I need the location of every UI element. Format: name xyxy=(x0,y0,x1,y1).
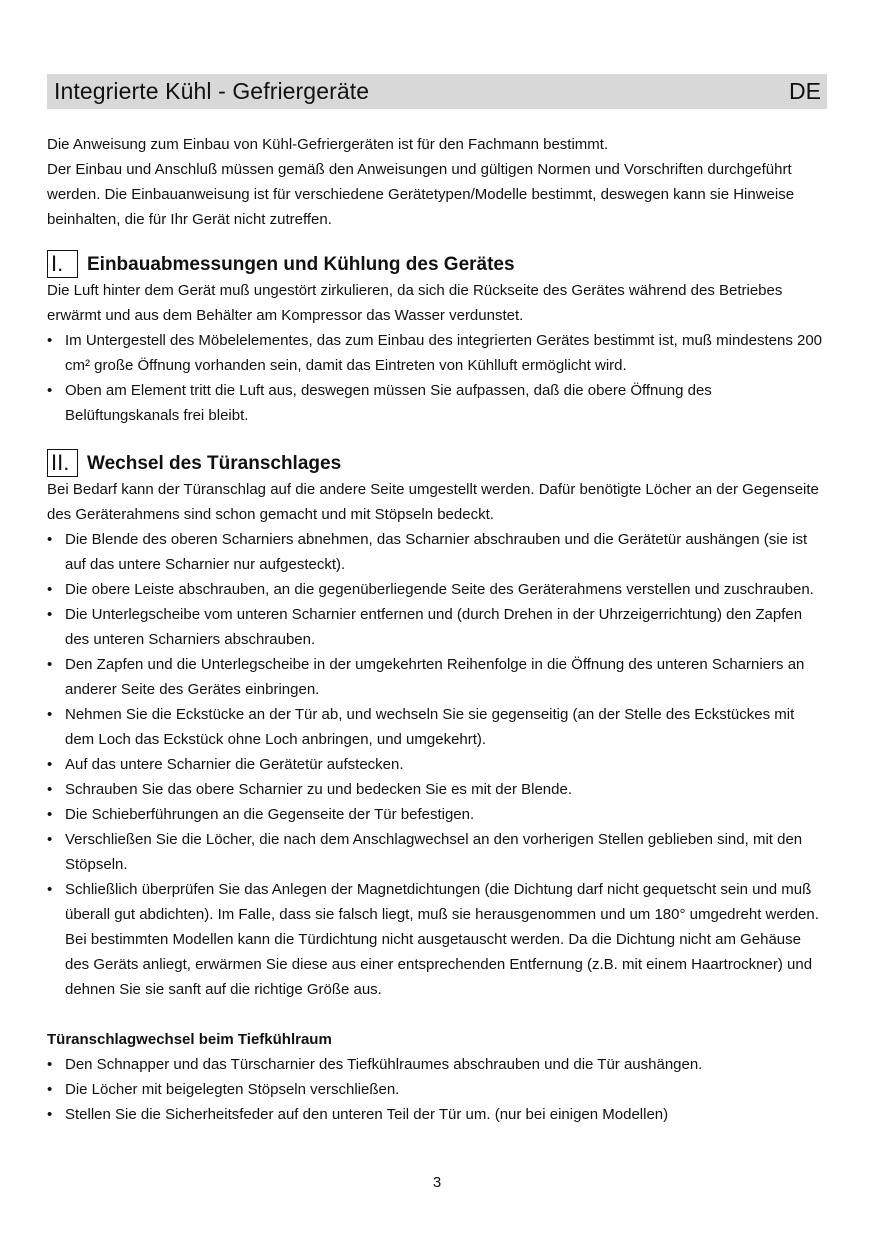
language-code: DE xyxy=(789,78,821,104)
list-item: • Nehmen Sie die Eckstücke an der Tür ab, und wechseln Sie sie gegenseitig (an der Stelle des Eckstückes mit dem Loch das Eckstück ohne Loch anbringen, und umgekehrt). xyxy=(47,702,827,752)
document-body xyxy=(47,132,827,1127)
list-item: • Im Untergestell des Möbelelementes, das zum Einbau des integrierten Gerätes bestimmt ist, muß mindestens 200 cm² große Öffnung vorhanden sein, damit das Eintreten von Kühlluft ermöglicht wird. xyxy=(47,328,827,378)
list-item: • Den Schnapper und das Türscharnier des Tiefkühlraumes abschrauben und die Tür aushängen. xyxy=(47,1052,827,1077)
bullet-list xyxy=(47,527,827,1002)
subsection-heading: Türanschlagwechsel beim Tiefkühlraum xyxy=(47,1031,332,1048)
section-title: Einbauabmessungen und Kühlung des Gerätes xyxy=(87,254,515,275)
section-heading-1 xyxy=(47,246,827,278)
section-paragraph: Die Luft hinter dem Gerät muß ungestört zirkulieren, da sich die Rückseite des Gerätes während des Betriebes erwärmt und aus dem Behälter am Kompressor das Wasser verdunstet. xyxy=(47,282,783,324)
list-item: • Die Blende des oberen Scharniers abnehmen, das Scharnier abschrauben und die Gerätetür aushängen (sie ist auf das untere Scharnier nur aufgesteckt). xyxy=(47,527,827,577)
section-heading-2 xyxy=(47,445,827,477)
list-item: • Auf das untere Scharnier die Gerätetür aufstecken. xyxy=(47,752,827,777)
section-number-box: II. xyxy=(47,449,78,477)
list-item: • Die Löcher mit beigelegten Stöpseln verschließen. xyxy=(47,1077,827,1102)
section-number-box: I. xyxy=(47,250,78,278)
section-paragraph: Bei Bedarf kann der Türanschlag auf die andere Seite umgestellt werden. Dafür benötigte Löcher an der Gegenseite des Geräterahmens sind schon gemacht und mit Stöpseln bedeckt. xyxy=(47,481,819,523)
spacer xyxy=(47,428,827,445)
page-title: Integrierte Kühl - Gefriergeräte xyxy=(54,78,370,104)
list-item: • Die Schieberführungen an die Gegenseite der Tür befestigen. xyxy=(47,802,827,827)
bullet-list xyxy=(47,328,827,428)
intro-paragraph: Der Einbau und Anschluß müssen gemäß den Anweisungen und gültigen Normen und Vorschriften durchgeführt werden. Die Einbauanweisung ist für verschiedene Gerätetypen/Modelle bestimmt, deswegen kann sie Hinweise beinhalten, die für Ihr Gerät nicht zutreffen. xyxy=(47,161,795,228)
list-item: • Die obere Leiste abschrauben, an die gegenüberliegende Seite des Geräterahmens verstellen und zuschrauben. xyxy=(47,577,827,602)
page-number: 3 xyxy=(432,1174,442,1191)
list-item: • Schließlich überprüfen Sie das Anlegen der Magnetdichtungen (die Dichtung darf nicht gequetscht sein und muß überall gut abdichten). Im Falle, dass sie falsch liegt, muß sie herausgenommen und um 180° umgedreht werden. Bei bestimmten Modellen kann die Türdichtung nicht ausgetauscht werden. Da die Dichtung nicht am Gehäuse des Geräts anliegt, erwärmen Sie diese aus einer entsprechenden Entfernung (z.B. mit einem Haartrockner) und dehnen Sie sie sanft auf die richtige Größe aus. xyxy=(47,877,827,1002)
intro-section xyxy=(47,132,827,232)
list-item: • Die Unterlegscheibe vom unteren Scharnier entfernen und (durch Drehen in der Uhrzeigerrichtung) den Zapfen des unteren Scharniers abschrauben. xyxy=(47,602,827,652)
list-item: • Stellen Sie die Sicherheitsfeder auf den unteren Teil der Tür um. (nur bei einigen Modellen) xyxy=(47,1102,827,1127)
list-item: • Oben am Element tritt die Luft aus, deswegen müssen Sie aufpassen, daß die obere Öffnung des Belüftungskanals frei bleibt. xyxy=(47,378,827,428)
page-header-bar xyxy=(47,74,827,109)
intro-paragraph: Die Anweisung zum Einbau von Kühl-Gefriergeräten ist für den Fachmann bestimmt. xyxy=(47,136,609,153)
spacer xyxy=(47,1002,827,1027)
list-item: • Schrauben Sie das obere Scharnier zu und bedecken Sie es mit der Blende. xyxy=(47,777,827,802)
list-item: • Verschließen Sie die Löcher, die nach dem Anschlagwechsel an den vorherigen Stellen geblieben sind, mit den Stöpseln. xyxy=(47,827,827,877)
section-title: Wechsel des Türanschlages xyxy=(87,453,342,474)
bullet-list xyxy=(47,1052,827,1127)
list-item: • Den Zapfen und die Unterlegscheibe in der umgekehrten Reihenfolge in die Öffnung des unteren Scharniers an anderer Seite des Gerätes einbringen. xyxy=(47,652,827,702)
